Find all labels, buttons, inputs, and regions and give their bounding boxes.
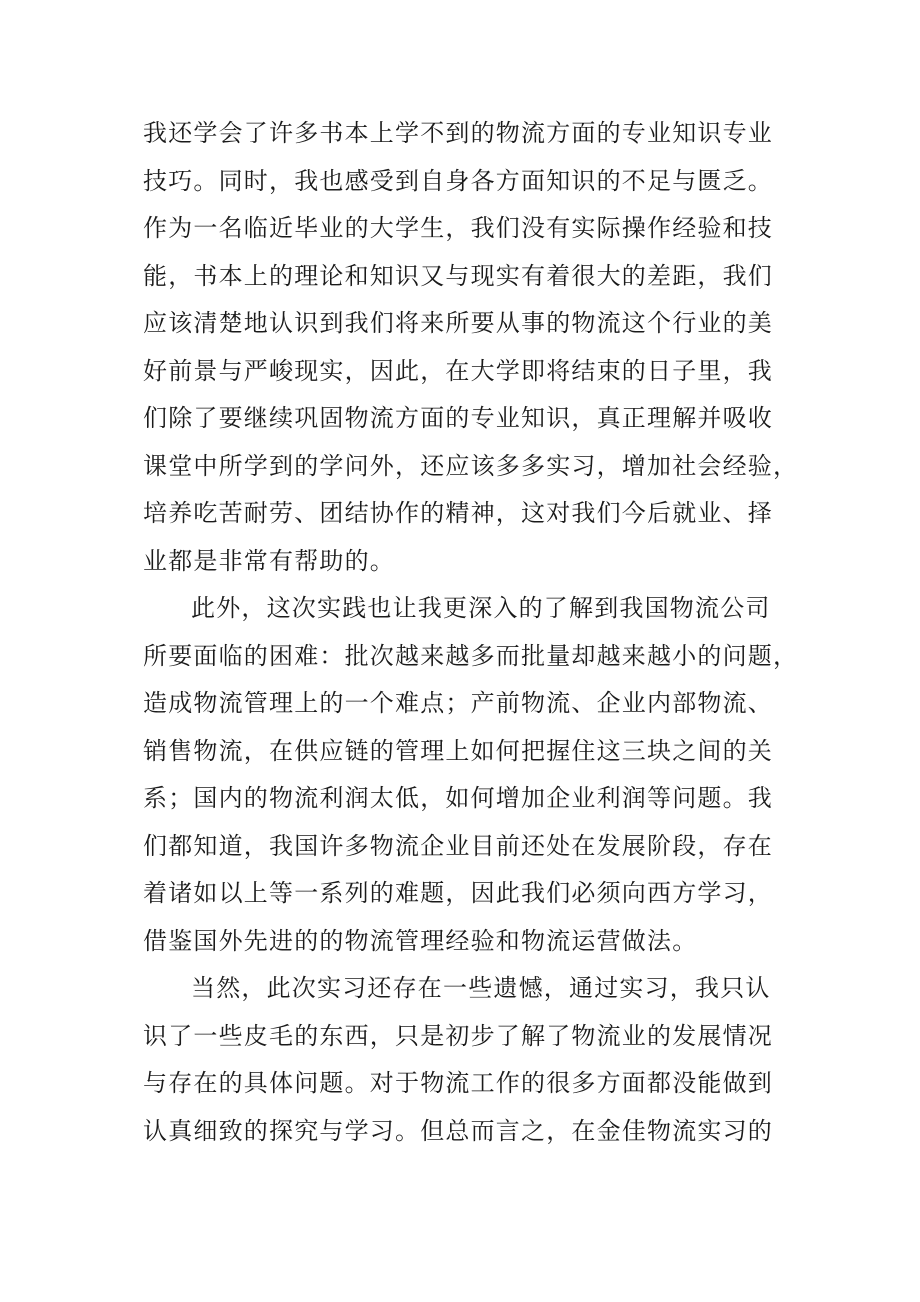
paragraph bbox=[143, 110, 799, 585]
text-line: 销售物流，在供应链的管理上如何把握住这三块之间的关 bbox=[143, 736, 773, 765]
text-line: 认真细致的探究与学习。但总而言之，在金佳物流实习的 bbox=[143, 1116, 773, 1145]
text-line: 我还学会了许多书本上学不到的物流方面的专业知识专业 bbox=[143, 119, 773, 147]
text-line: 作为一名临近毕业的大学生，我们没有实际操作经验和技 bbox=[143, 214, 773, 242]
document-body bbox=[143, 110, 799, 1155]
text-line: 好前景与严峻现实，因此，在大学即将结束的日子里，我 bbox=[143, 356, 773, 385]
paragraph bbox=[143, 585, 799, 965]
text-line: 技巧。同时，我也感受到自身各方面知识的不足与匮乏。 bbox=[143, 166, 773, 195]
text-line: 培养吃苦耐劳、团结协作的精神，这对我们今后就业、择 bbox=[143, 499, 773, 527]
text-line: 们都知道，我国许多物流企业目前还处在发展阶段，存在 bbox=[143, 831, 773, 860]
text-line: 系；国内的物流利润太低，如何增加企业利润等问题。我 bbox=[143, 784, 773, 812]
text-line: 所要面临的困难：批次越来越多而批量却越来越小的问题， bbox=[143, 641, 799, 670]
text-line: 应该清楚地认识到我们将来所要从事的物流这个行业的美 bbox=[143, 309, 773, 337]
text-line: 此外，这次实践也让我更深入的了解到我国物流公司 bbox=[191, 594, 771, 622]
text-line: 造成物流管理上的一个难点；产前物流、企业内部物流、 bbox=[143, 689, 773, 717]
text-line: 能，书本上的理论和知识又与现实有着很大的差距，我们 bbox=[143, 261, 773, 290]
text-line: 课堂中所学到的学问外，还应该多多实习，增加社会经验， bbox=[143, 451, 799, 480]
text-line: 当然，此次实习还存在一些遗憾，通过实习，我只认 bbox=[191, 974, 771, 1002]
text-line: 借鉴国外先进的的物流管理经验和物流运营做法。 bbox=[143, 926, 698, 955]
text-line: 业都是非常有帮助的。 bbox=[143, 546, 395, 575]
text-line: 着诸如以上等一系列的难题，因此我们必须向西方学习， bbox=[143, 879, 773, 907]
paragraph bbox=[143, 965, 783, 1155]
text-line: 们除了要继续巩固物流方面的专业知识，真正理解并吸收 bbox=[143, 404, 773, 432]
text-line: 与存在的具体问题。对于物流工作的很多方面都没能做到 bbox=[143, 1069, 773, 1097]
text-line: 识了一些皮毛的东西，只是初步了解了物流业的发展情况 bbox=[143, 1021, 773, 1050]
